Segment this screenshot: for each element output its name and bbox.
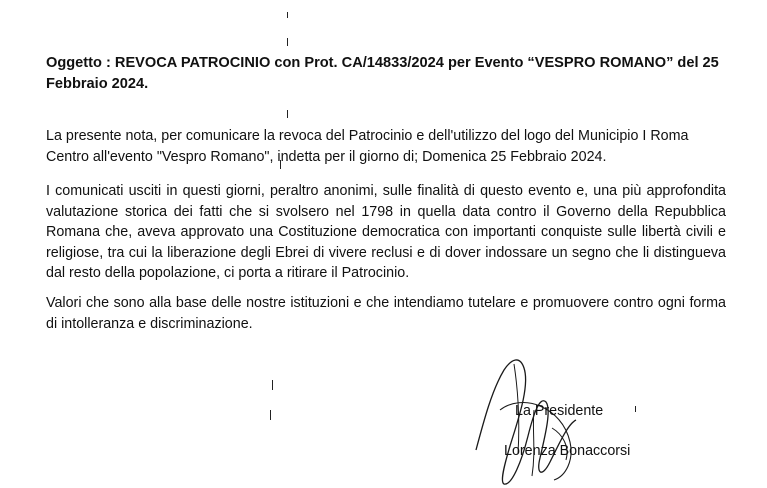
scan-mark — [287, 38, 288, 46]
scan-mark — [272, 380, 273, 390]
paragraph-revocation: La presente nota, per comunicare la revoca del Patrocinio e dell'utilizzo del logo del Municipio I Roma Centro all'evento "Vespro Romano", indetta per il giorno di; Domenica 25 Febbraio 2024. — [46, 128, 689, 165]
scan-mark — [270, 410, 271, 420]
scan-mark — [287, 110, 288, 118]
scan-mark — [287, 12, 288, 18]
signer-name: Lorenza Bonaccorsi — [504, 443, 631, 459]
scan-mark — [635, 406, 636, 412]
handwritten-signature — [470, 350, 590, 488]
paragraph-values: Valori che sono alla base delle nostre istituzioni e che intendiamo tutelare e promuovere contro ogni forma di intolleranza e discriminazione. — [46, 295, 726, 332]
letter-subject: Oggetto : REVOCA PATROCINIO con Prot. CA/14833/2024 per Evento “VESPRO ROMANO” del 25 Febbraio 2024. — [46, 55, 719, 92]
signer-title: La Presidente — [515, 403, 604, 419]
paragraph-reasons: I comunicati usciti in questi giorni, peraltro anonimi, sulle finalità di questo evento e, una più approfondita valutazione storica dei fatti che si svolsero nel 1798 in quella data contro il Governo della Repubblica Romana che, aveva approvato una Costituzione democratica con importanti conquiste sulle libertà civili e religiose, tra cui la liberazione degli Ebrei di vivere reclusi e di dover indossare un segno che li distingueva dal resto della popolazione, ci porta a ritirare il Patrocinio. — [46, 183, 726, 282]
